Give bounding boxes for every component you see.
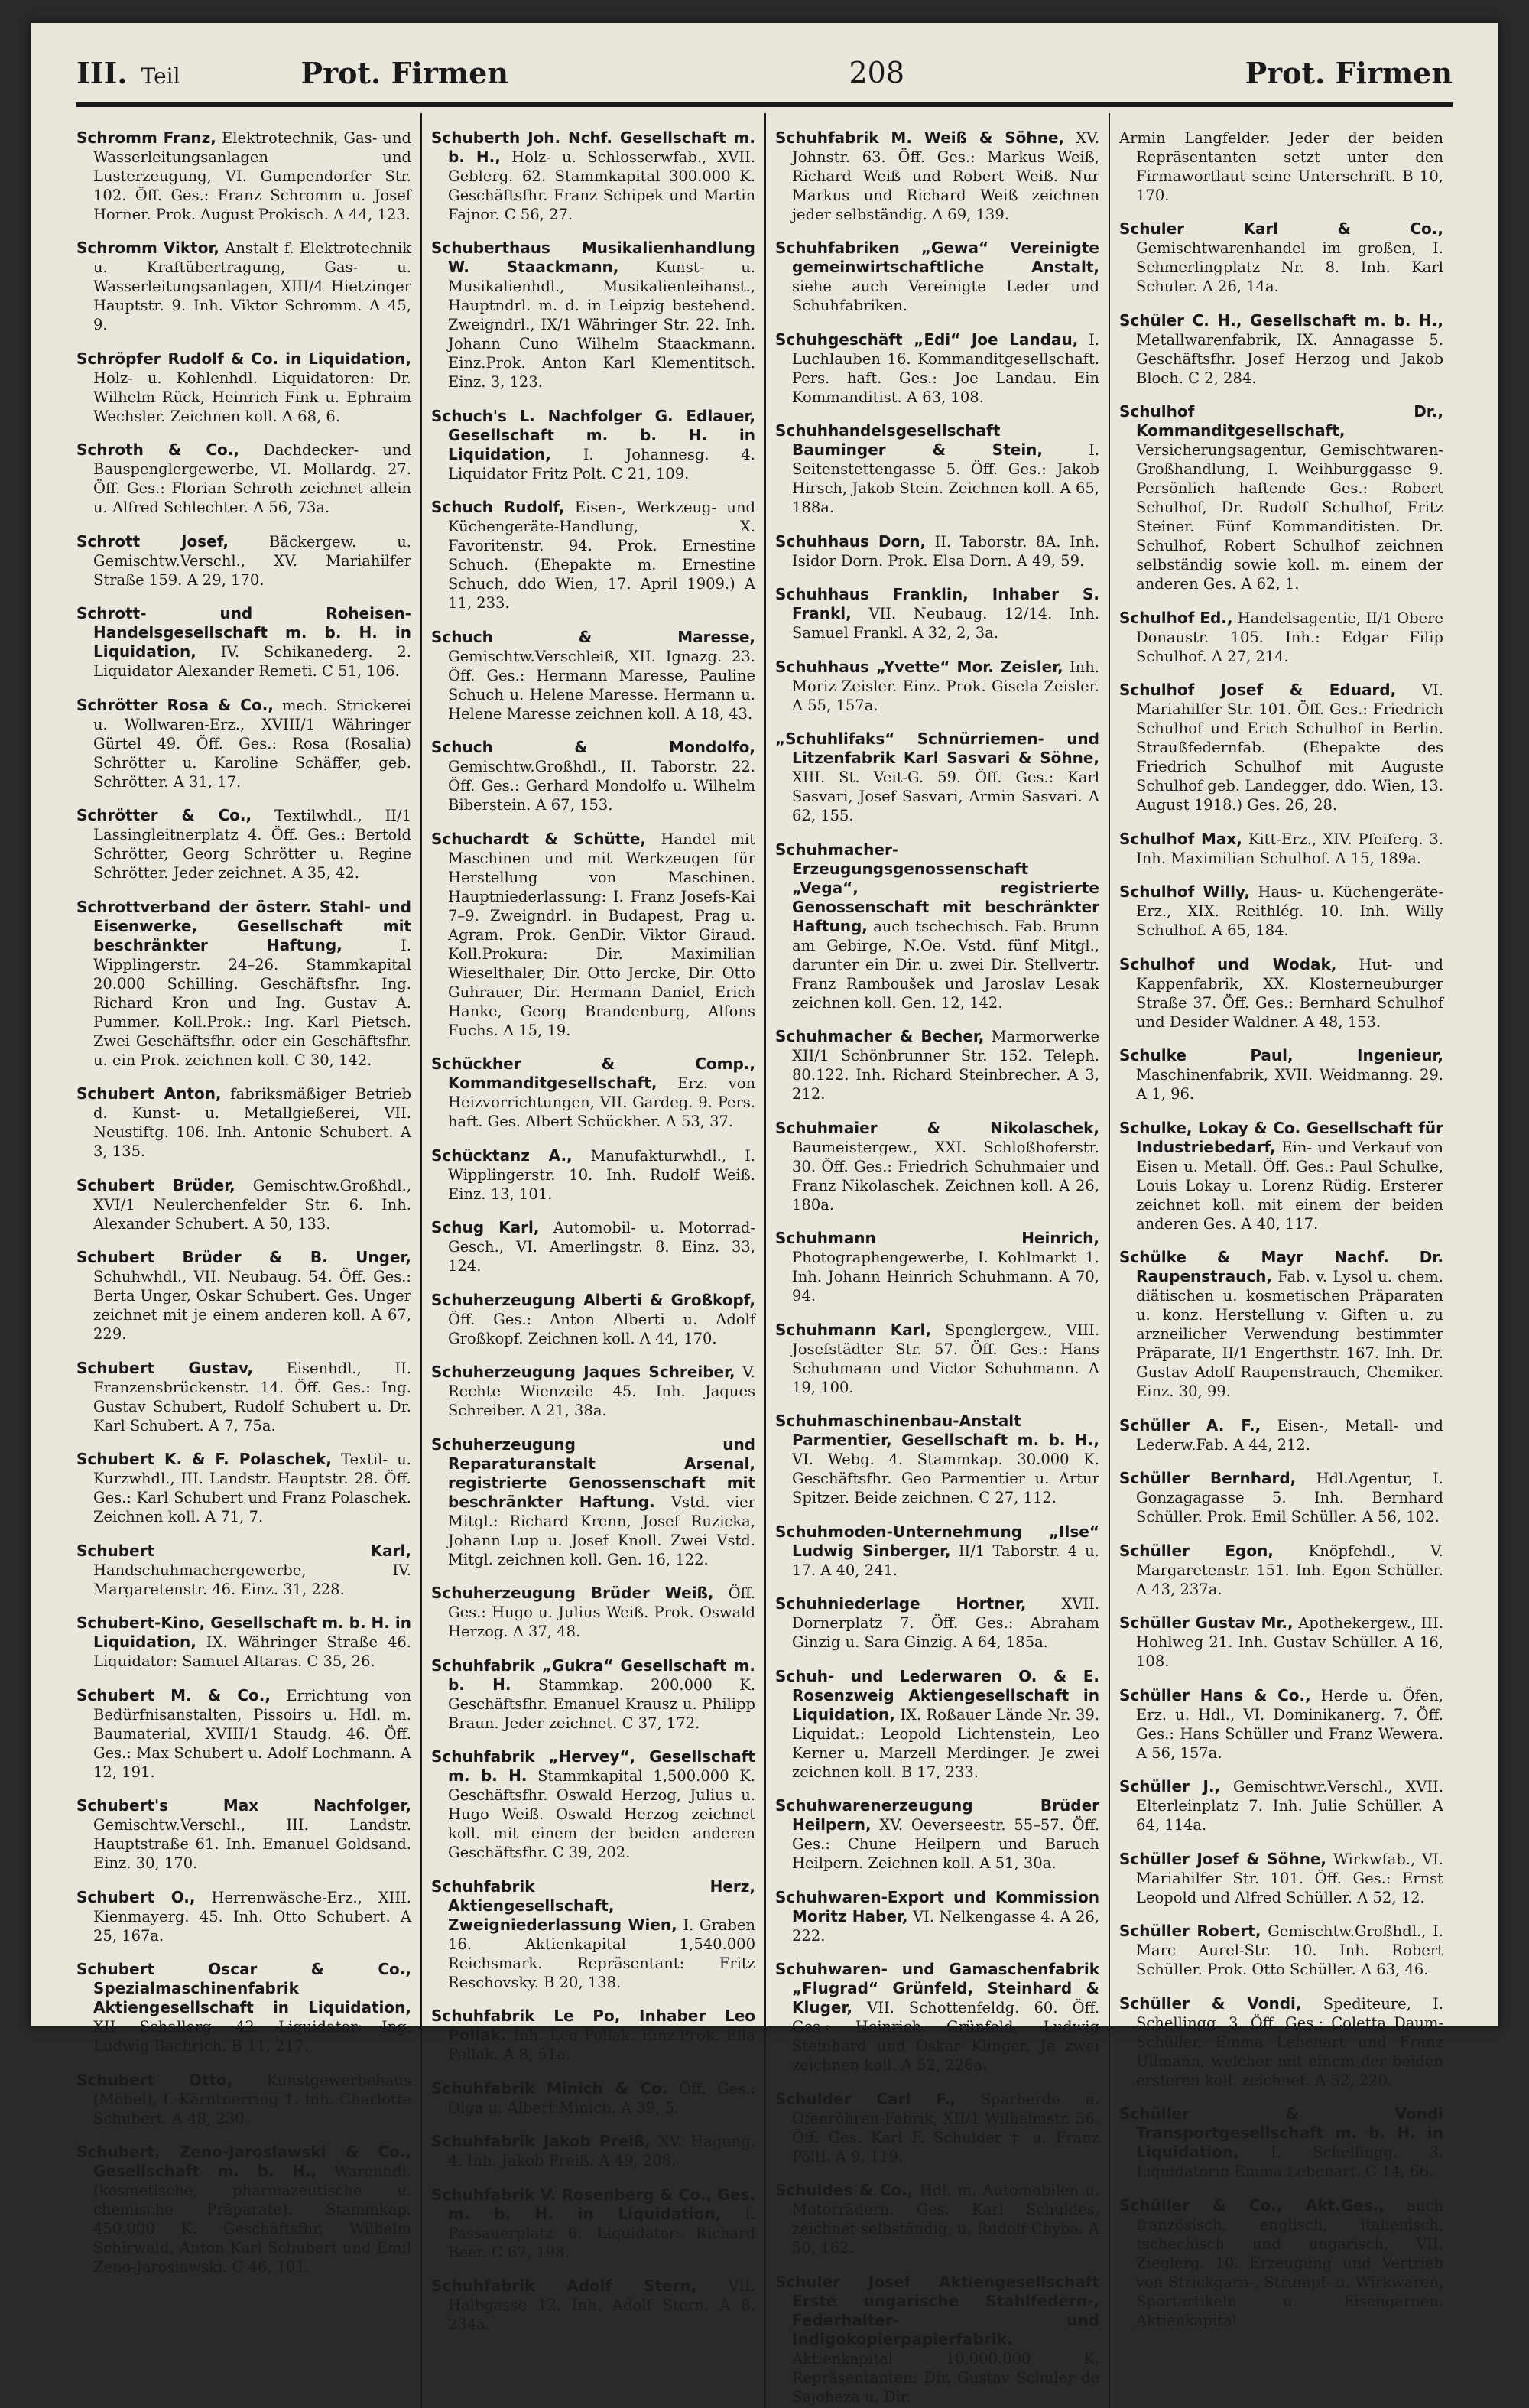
directory-entry [1119,1777,1443,1834]
directory-entry [431,407,755,483]
entry-details: VII. Schottenfeldg. 60. Öff. Ges.: Heinrich Grünfeld, Ludwig Steinhard und Oskar Klinger. Je zwei zeichnen koll. A 52, 226a. [792,1999,1099,2074]
directory-entry [431,2079,755,2117]
firm-name: Schulhof Josef & Eduard, [1119,681,1397,699]
entry-details: Gemischtw.Großhdl., XVI/1 Neulerchenfelder Str. 6. Inh. Alexander Schubert. A 50, 133. [93,1176,411,1233]
directory-entry [76,696,411,791]
entry-details: Schuhwhdl., VII. Neubaug. 54. Öff. Ges.: Berta Unger, Oskar Schubert. Ges. Unger zeichnet mit je einem anderen koll. A 67, 229. [93,1268,411,1343]
firm-name: Schüller Robert, [1119,1922,1261,1940]
directory-entry [1119,1248,1443,1401]
firm-name: Schuhhaus „Yvette“ Mor. Zeisler, [775,657,1063,676]
directory-entry [1119,2196,1443,2330]
entry-details: Holz- u. Schlosserwfab., XVII. Geblerg. 62. Stammkapital 300.000 K. Geschäftsfhr. Franz Schipek und Martin Fajnor. C 56, 27. [448,148,756,223]
firm-name: Schuhfabrik Minich & Co. [431,2078,668,2098]
firm-name: Schubert, Zeno-Jaroslawski & Co., Gesellschaft m. b. H., [76,2143,411,2180]
firm-name: Schrott- und Roheisen-Handelsgesellschaft m. b. H. in Liquidation, [76,604,411,661]
directory-entry [431,1584,755,1641]
directory-entry [76,898,411,1070]
part-word: Teil [141,63,180,89]
directory-entry [775,1321,1099,1397]
entry-details: Metallwarenfabrik, IX. Annagasse 5. Geschäftsfhr. Josef Herzog und Jakob Bloch. C 2, 284. [1136,330,1443,387]
entry-details: Versicherungsagentur, Gemischtwaren-Großhandlung, I. Weihburggasse 9. Persönlich haftende Ges.: Robert Schulhof, Dr. Rudolf Schulhof, Fritz Steiner. Fünf Kommanditisten. Dr. Schulhof, Robert Schulhof zeichnen selbständig sowie koll. m. einem der anderen Ges. A 62, 1. [1136,441,1443,593]
directory-page [31,23,1498,2406]
firm-name: Schulke Paul, Ingenieur, [1119,1046,1443,1064]
directory-entry [1119,882,1443,940]
entry-details: Wirkwfab., VI. Mariahilfer Str. 101. Öff. Ges.: Ernst Leopold und Alfred Schüller. A 52, 12. [1136,1850,1444,1906]
directory-entry [775,1522,1099,1580]
directory-entry [431,1363,755,1420]
entry-details: IV. Schikanederg. 2. Liquidator Alexander Remeti. C 51, 106. [93,643,412,680]
directory-entry [76,1960,411,2055]
entry-details: Anstalt f. Elektrotechnik u. Kraftübertragung, Gas- u. Wasserleitungsanlagen, XIII/4 Hietzinger Hauptstr. 9. Inh. Viktor Schromm. A 45, 9. [93,239,411,333]
directory-entry [431,1656,755,1733]
directory-entry [775,2090,1099,2166]
firm-name: Schubert Brüder & B. Unger, [76,1248,411,1266]
column-2 [420,113,764,2408]
entry-details: Gemischtwr.Verschl., XVII. Elterleinplatz 7. Inh. Julie Schüller. A 64, 114a. [1136,1778,1444,1834]
entry-details: Hdl. m. Automobilen u. Motorrädern. Ges. Karl Schuldes, zeichnet selbständig, u. Rudolf Chyba. A 50, 162. [792,2182,1100,2257]
entry-details: I. Schellingg. 3. Liquidatorin Emma Lebenart. C 14, 66. [1136,2143,1444,2180]
directory-entry [431,1055,755,1131]
directory-entry [775,658,1099,715]
firm-name: Schüller & Vondi Transportgesellschaft m. b. H. in Liquidation, [1119,2104,1443,2161]
firm-name: Schubert's Max Nachfolger, [76,1796,411,1815]
directory-entry [775,2273,1099,2406]
entry-details: Gemischtw.Verschleiß, XII. Ignazg. 23. Öff. Ges.: Hermann Maresse, Pauline Schuch u. Helene Maresse. Hermann u. Helene Maresse zeichnen koll. A 18, 43. [448,647,755,723]
entry-details: Sparherde u. Ofenröhren-Fabrik, XII/1 Wilhelmstr. 56. Öff. Ges. Karl F. Schulder † u. Franz Pöltl. A 9, 119. [792,2090,1100,2166]
entry-details: I. Passauerplatz 6. Liquidator: Richard Beer. C 67, 198. [448,2205,755,2261]
firm-name: Schuhfabrik M. Weiß & Söhne, [775,128,1065,147]
entry-details: Öff. Ges.: Anton Alberti u. Adolf Großkopf. Zeichnen koll. A 44, 170. [448,1310,755,1347]
directory-entry [431,738,755,814]
entry-details: XII. Schallerg. 42. Liquidator: Ing. Ludwig Bachrich. B 11, 217. [93,2018,411,2055]
firm-name: Schrottverband der österr. Stahl- und Eisenwerke, Gesellschaft mit beschränkter Haftung, [76,897,411,954]
firm-name: Schug Karl, [431,1218,540,1236]
header-rule [76,102,1453,107]
entry-details: Eisen-, Werkzeug- und Küchengeräte-Handlung, X. Favoritenstr. 94. Prok. Ernestine Schuch. (Ehepakte m. Ernestine Schuch, ddo Wien, 17. April 1909.) A 11, 233. [448,499,755,612]
directory-entry [76,1542,411,1599]
directory-entry [431,1747,755,1862]
entry-details: XVII. Dornerplatz 7. Öff. Ges.: Abraham Ginzig u. Sara Ginzig. A 64, 185a. [792,1595,1099,1651]
page-header [76,46,1453,99]
directory-entry [1119,1119,1443,1233]
column-3 [764,113,1109,2408]
directory-entry [431,128,755,224]
directory-entry [76,2071,411,2128]
directory-entry [76,1176,411,1233]
entry-details: VII. Halbgasse 12. Inh. Adolf Stern. A 8, 234a. [448,2277,755,2333]
entry-details: Handelsagentie, II/1 Obere Donaustr. 105. Inh.: Edgar Filip Schulhof. A 27, 214. [1136,609,1443,665]
firm-name: Schuberthaus Musikalienhandlung W. Staackmann, [431,239,755,276]
entry-details: Gemischtw.Großhdl., II. Taborstr. 22. Öff. Ges.: Gerhard Mondolfo u. Wilhelm Biberstein. A 67, 153. [448,758,755,814]
firm-name: Schuhfabrik „Hervey“, Gesellschaft m. b. H. [431,1747,755,1785]
firm-name: Schrötter & Co., [76,806,252,824]
firm-name: Schüller Bernhard, [1119,1469,1297,1487]
firm-name: Schrötter Rosa & Co., [76,695,274,714]
directory-entry [431,1218,755,1275]
directory-entry [76,128,411,224]
directory-entry [431,498,755,613]
directory-entry [76,1686,411,1782]
firm-name: Schuhmacher & Becher, [775,1027,985,1045]
directory-entry [1119,219,1443,296]
directory-entry [76,1796,411,1873]
directory-entry [76,806,411,882]
directory-entry [1119,1046,1443,1103]
firm-name: Schuhmann Heinrich, [775,1229,1099,1247]
firm-name: Schuhfabrik Adolf Stern, [431,2276,697,2295]
entry-details: Hut- und Kappenfabrik, XX. Klosterneuburger Straße 37. Öff. Ges.: Bernhard Schulhof und Desider Waldner. A 48, 153. [1136,955,1443,1031]
firm-name: Schuhmoden-Unternehmung „Ilse“ Ludwig Sinberger, [775,1522,1099,1560]
directory-entry [1119,609,1443,666]
directory-entry [1119,1994,1443,2090]
firm-name: Schuch Rudolf, [431,498,565,516]
entry-details: fabriksmäßiger Betrieb d. Kunst- u. Metallgießerei, VII. Neustiftg. 106. Inh. Antonie Schubert. A 3, 135. [93,1085,411,1160]
firm-name: Schuberth Joh. Nchf. Gesellschaft m. b. H., [431,128,755,166]
firm-name: Schuhwarenerzeugung Brüder Heilpern, [775,1796,1099,1834]
directory-entry [76,349,411,426]
entry-details: VI. Mariahilfer Str. 101. Öff. Ges.: Friedrich Schulhof und Erich Schulhof in Berlin. Straußfedernfab. (Ehepakte des Friedrich Schulhof mit Auguste Schulhof geb. Landegger, ddo. Wien, 13. August 1918.) Ges. 26, 28. [1136,681,1443,814]
firm-name: Schuhmacher-Erzeugungsgenossenschaft „Vega“, registrierte Genossenschaft mit beschränkter Haftung, [775,840,1099,935]
entry-details: Photographengewerbe, I. Kohlmarkt 1. Inh. Johann Heinrich Schuhmann. A 70, 94. [792,1249,1099,1305]
firm-name: Schuhhaus Dorn, [775,531,927,551]
firm-name: Schubert Gustav, [76,1358,253,1377]
firm-name: Schuhfabriken „Gewa“ Vereinigte gemeinwirtschaftliche Anstalt, [775,239,1099,276]
firm-name: Schüller & Vondi, [1119,1994,1302,2013]
directory-entry [1119,402,1443,593]
directory-entry [431,239,755,392]
firm-name: Schubert Otto, [76,2070,233,2089]
firm-name: Schuch & Maresse, [431,627,755,646]
directory-entry [431,2007,755,2064]
firm-name: Schuch & Mondolfo, [431,738,755,756]
entry-details: Spenglergew., VIII. Josefstädter Str. 57. Öff. Ges.: Hans Schuhmann und Victor Schuhmann. A 19, 100. [792,1321,1100,1396]
entry-details: VI. Nelkengasse 4. A 26, 222. [792,1907,1099,1945]
firm-name: Schuhfabrik Le Po, Inhaber Leo Pollak. [431,2007,755,2044]
directory-entry [1119,830,1443,868]
firm-name: Schuhfabrik „Gukra“ Gesellschaft m. b. H. [431,1656,755,1694]
directory-entry [76,1450,411,1526]
firm-name: Schuhhaus Franklin, Inhaber S. Frankl, [775,585,1099,622]
directory-entry [76,1084,411,1161]
firm-name: Schuch's L. Nachfolger G. Edlauer, Gesellschaft m. b. H. in Liquidation, [431,406,755,463]
firm-name: Schuhmann Karl, [775,1320,932,1339]
column-1 [76,113,420,2408]
entry-details: Kitt-Erz., XIV. Pfeiferg. 3. Inh. Maximilian Schulhof. A 15, 189a. [1136,830,1443,867]
entry-details: Stammkap. 200.000 K. Geschäftsfhr. Emanuel Krausz u. Philipp Braun. Jeder zeichnet. C 37, 172. [448,1675,756,1732]
directory-entry [775,585,1099,642]
right-title: Prot. Firmen [1245,55,1453,90]
entry-details: Haus- u. Küchengeräte-Erz., XIX. Reithlég. 10. Inh. Willy Schulhof. A 65, 184. [1136,883,1443,939]
entry-details: VII. Neubaug. 12/14. Inh. Samuel Frankl. A 32, 2, 3a. [792,605,1099,642]
firm-name: Schüller Josef & Söhne, [1119,1849,1327,1868]
entry-details: Ein- und Verkauf von Eisen u. Metall. Öff. Ges.: Paul Schulke, Louis Lokay u. Lorenz Rüdig. Ersterer zeichnet koll. mit einem der beiden anderen Ges. A 40, 117. [1136,1138,1443,1233]
entry-details: Elektrotechnik, Gas- und Wasserleitungsanlagen und Lusterzeugung, VI. Gumpendorfer Str. 102. Öff. Ges.: Franz Schromm u. Josef Horner. Prok. August Prokisch. A 44, 123. [93,128,411,223]
directory-entry [1119,128,1443,205]
directory-entry [1119,1542,1443,1599]
firm-name: Schubert K. & F. Polaschek, [76,1450,332,1468]
firm-name: Schubert O., [76,1887,196,1906]
entry-details: Warenhdl. (kosmetische, pharmazeutische u. chemische Präparate). Stammkap. 450.000 K. Geschäftsfhr. Wilhelm Schirwald, Anton Karl Schubert und Emil Zeno-Jaroslawski. C 46, 101. [93,2163,411,2276]
firm-name: Schubert Brüder, [76,1175,235,1194]
entry-details: Knöpfehdl., V. Margaretenstr. 151. Inh. Egon Schüller. A 43, 237a. [1136,1542,1443,1598]
firm-name: Schüler C. H., Gesellschaft m. b. H., [1119,310,1443,330]
entry-details: Bäckergew. u. Gemischtw.Verschl., XV. Mariahilfer Straße 159. A 29, 170. [93,532,412,589]
firm-name: Schülke & Mayr Nachf. Dr. Raupenstrauch, [1119,1248,1443,1285]
directory-entry [1119,1686,1443,1763]
directory-entry [76,1359,411,1435]
entry-details: Stammkapital 1,500.000 K. Geschäftsfhr. Oswald Herzog, Julius u. Hugo Weiß. Oswald Herzog zeichnet koll. mit einem der beiden anderen Geschäftsfhr. C 39, 202. [448,1767,755,1861]
directory-entry [775,1888,1099,1945]
firm-name: Schuhfabrik V. Rosenberg & Co., Ges. m. b. H. in Liquidation, [431,2185,755,2223]
entry-details: mech. Strickerei u. Wollwaren-Erz., XVIII/1 Währinger Gürtel 49. Öff. Ges.: Rosa (Rosalia) Schrötter u. Karoline Schäffer, geb. Schrötter. A 31, 17. [93,696,411,791]
firm-name: Schuhfabrik Herz, Aktiengesellschaft, Zweigniederlassung Wien, [431,1877,755,1934]
firm-name: Schubert M. & Co., [76,1685,271,1704]
firm-name: Schuherzeugung und Reparaturanstalt Arsenal, registrierte Genossenschaft mit beschränkter Haftung. [431,1435,755,1511]
firm-name: Schuherzeugung Brüder Weiß, [431,1584,714,1602]
firm-name: Schubert Anton, [76,1084,222,1103]
directory-entry [775,1594,1099,1652]
entry-details: II/1 Taborstr. 4 u. 17. A 40, 241. [792,1542,1100,1579]
firm-name: Schuhwaren- und Gamaschenfabrik „Flugrad“ Grünfeld, Steinhard & Kluger, [775,1960,1099,2016]
directory-entry [76,440,411,517]
directory-entry [775,532,1099,570]
entry-details: I. Graben 16. Aktienkapital 1,540.000 Reichsmark. Repräsentant: Fritz Reschovsky. B 20, 138. [448,1916,755,1991]
firm-name: Schuhniederlage Hortner, [775,1594,1027,1613]
directory-entry [76,239,411,334]
firm-name: Schuherzeugung Alberti & Großkopf, [431,1290,755,1309]
columns [76,113,1453,2406]
entry-details: XV. Hagung. 4. Inh. Jakob Preiß. A 49, 208. [448,2133,755,2169]
firm-name: Schuhwaren-Export und Kommission Moritz Haber, [775,1887,1099,1925]
entry-details: Inh. Moriz Zeisler. Einz. Prok. Gisela Zeisler. A 55, 157a. [792,658,1099,714]
entry-details: Textilwhdl., II/1 Lassingleitnerplatz 4. Öff. Ges.: Bertold Schrötter, Georg Schrötter u. Regine Schrötter. Jeder zeichnet. A 35, 42. [93,807,411,882]
directory-entry [76,2143,411,2276]
entry-details: Dachdecker- und Bauspenglergewerbe, VI. Mollardg. 27. Öff. Ges.: Florian Schroth zeichnet allein u. Alfred Schlechter. A 56, 73a. [93,441,412,516]
directory-entry [775,1229,1099,1305]
entry-details: Herde u. Öfen, Erz. u. Hdl., VI. Dominikanerg. 7. Öff. Ges.: Hans Schüller und Franz Wewera. A 56, 157a. [1136,1686,1443,1762]
firm-name: Schulhof Dr., Kommanditgesellschaft, [1119,402,1443,440]
firm-name: Schulhof Willy, [1119,882,1251,901]
part-number: III. [76,55,128,90]
directory-entry [775,1796,1099,1873]
firm-name: Schubert Karl, [76,1541,411,1560]
directory-entry [775,840,1099,1012]
entry-details: I. Wipplingerstr. 24–26. Stammkapital 20.000 Schilling. Geschäftsfhr. Ing. Richard Kron und Ing. Gustav A. Pummer. Koll.Prok.: Ing. Karl Pietsch. Zwei Geschäftsfhr. oder ein Geschäftsfhr. u. ein Prok. zeichnen koll. C 30, 142. [93,936,411,1069]
directory-entry [1119,1850,1443,1907]
entry-details: Herrenwäsche-Erz., XIII. Kienmayerg. 45. Inh. Otto Schubert. A 25, 167a. [93,1888,412,1945]
entry-details: Gemischtwarenhandel im großen, I. Schmerlingplatz Nr. 8. Inh. Karl Schuler. A 26, 14a. [1136,239,1443,295]
firm-name: Schuherzeugung Jaques Schreiber, [431,1363,735,1381]
firm-name: Schuhgeschäft „Edi“ Joe Landau, [775,330,1079,349]
entry-details: XV. Oeverseestr. 55–57. Öff. Ges.: Chune Heilpern und Baruch Heilpern. Zeichnen koll. A 51, 30a. [792,1816,1100,1872]
directory-entry [1119,1922,1443,1979]
entry-details: Handel mit Maschinen und mit Werkzeugen für Herstellung von Maschinen. Hauptniederlassung: I. Franz Josefs-Kai 7–9. Zweigndrl. in Budapest, Prag u. Agram. Prok. GenDir. Viktor Giraud. Koll.Prokura: Dir. Maximilian Wieselthaler, Dir. Otto Jercke, Dir. Otto Guhrauer, Dir. Hermann Daniel, Erich Hanke, Georg Brandenburg, Alfons Fuchs. A 15, 19. [448,830,755,1039]
directory-entry [431,2276,755,2334]
firm-name: Schulhof und Wodak, [1119,954,1337,973]
directory-entry [431,628,755,723]
entry-details: Eisenhdl., II. Franzensbrückenstr. 14. Öff. Ges.: Ing. Gustav Schubert, Rudolf Schubert u. Dr. Karl Schubert. A 7, 75a. [93,1359,412,1435]
left-title: Prot. Firmen [300,55,508,90]
page-number: 208 [849,56,905,89]
entry-details: Manufakturwhdl., I. Wipplingerstr. 10. Inh. Rudolf Weiß. Einz. 13, 101. [448,1146,755,1203]
directory-entry [775,2181,1099,2257]
entry-details: XV. Johnstr. 63. Öff. Ges.: Markus Weiß, Richard Weiß und Robert Weiß. Nur Markus und Richard Weiß zeichnen jeder selbständig. A 69, 139. [792,128,1099,223]
directory-entry [1119,311,1443,388]
firm-name: Schuler Josef Aktiengesellschaft Erste ungarische Stahlfedern-, Federhalter- und Indigokopierpapierfabrik. [775,2272,1099,2348]
directory-entry [775,1667,1099,1782]
entry-details: auch tschechisch. Fab. Brunn am Gebirge, N.Oe. Vstd. fünf Mitgl., darunter ein Dir. u. zwei Dir. Stellvertr. Franz Ramboušek und Jaroslav Lesak zeichnen koll. Gen. 12, 142. [792,917,1099,1012]
directory-entry [775,1412,1099,1507]
firm-name: Schulke, Lokay & Co. Gesellschaft für Industriebedarf, [1119,1118,1443,1156]
entry-details: Erz. von Heizvorrichtungen, VII. Gardeg. 9. Pers. haft. Ges. Albert Schückher. A 53, 37. [448,1074,756,1130]
firm-name: Schulder Carl F., [775,2089,956,2108]
firm-name: Schüller Gustav Mr., [1119,1613,1294,1632]
firm-name: Schüller & Co., Akt.Ges., [1119,2195,1385,2215]
firm-name: Schuhfabrik Jakob Preiß, [431,2132,651,2150]
directory-entry [775,730,1099,825]
entry-details: Maschinenfabrik, XVII. Weidmanng. 29. A 1, 96. [1136,1066,1443,1103]
directory-entry [1119,2104,1443,2181]
entry-details: Eisen-, Metall- und Lederw.Fab. A 44, 212. [1136,1416,1443,1454]
firm-name: Schubert-Kino, Gesellschaft m. b. H. in Liquidation, [76,1613,411,1651]
firm-name: Schrott Josef, [76,531,229,551]
firm-name: Schröpfer Rudolf & Co. in Liquidation, [76,349,411,368]
entry-details: Inh. Leo Pollak. Einz.Prok. Ella Pollak. A 8, 51a. [448,2026,755,2063]
directory-entry [1119,1469,1443,1526]
entry-details: Kunst- u. Musikalienhdl., Musikalienleihanst., Hauptndrl. m. d. in Leipzig bestehend. Zweigndrl., IX/1 Währinger Str. 22. Inh. Johann Cuno Wilhelm Staackmann. Einz.Prok. Anton Karl Klementitsch. Einz. 3, 123. [448,258,755,391]
directory-entry [775,330,1099,407]
firm-name: Schulhof Max, [1119,829,1242,848]
firm-name: Schuhmaier & Nikolaschek, [775,1118,1099,1137]
directory-entry [76,604,411,681]
firm-name: Schüller Hans & Co., [1119,1685,1311,1704]
directory-entry [76,1613,411,1671]
firm-name: Schuhhandelsgesellschaft Bauminger & Stein, [775,421,1044,459]
directory-entry [1119,955,1443,1032]
directory-entry [775,1119,1099,1214]
firm-name: Schuldes & Co., [775,2181,914,2199]
directory-entry [775,1960,1099,2075]
firm-name: Schüller J., [1119,1777,1221,1795]
directory-entry [431,1877,755,1992]
firm-name: Schuler Karl & Co., [1119,219,1443,238]
firm-name: Schuh- und Lederwaren O. & E. Rosenzweig Aktiengesellschaft in Liquidation, [775,1666,1099,1724]
entry-details: VI. Webg. 4. Stammkap. 30.000 K. Geschäftsfhr. Geo Parmentier u. Artur Spitzer. Beide zeichnen. C 27, 112. [792,1451,1099,1506]
firm-name: Schüller Egon, [1119,1541,1274,1560]
entry-details: Textil- u. Kurzwhdl., III. Landstr. Hauptstr. 28. Öff. Ges.: Karl Schubert und Franz Polaschek. Zeichnen koll. A 71, 7. [93,1451,411,1526]
entry-details: Handschuhmachergewerbe, IV. Margaretenstr. 46. Einz. 31, 228. [93,1561,411,1598]
entry-details: Baumeistergew., XXI. Schloßhoferstr. 30. Öff. Ges.: Friedrich Schuhmaier und Franz Nikolaschek. Zeichnen koll. A 26, 180a. [792,1138,1099,1214]
directory-entry [76,1888,411,1945]
entry-details: I. Seitenstettengasse 5. Öff. Ges.: Jakob Hirsch, Jakob Stein. Zeichnen koll. A 65, 188a. [792,441,1100,516]
entry-details: V. Rechte Wienzeile 45. Inh. Jaques Schreiber. A 21, 38a. [448,1363,755,1419]
entry-details: I. Luchlauben 16. Kommanditgesellschaft. Pers. haft. Ges.: Joe Landau. Ein Kommanditist. A 63, 108. [792,330,1099,406]
entry-details: II. Taborstr. 8A. Inh. Isidor Dorn. Prok. Elsa Dorn. A 49, 59. [792,532,1100,570]
firm-name: Schulhof Ed., [1119,608,1233,627]
header-left [76,56,508,90]
directory-entry [431,1435,755,1569]
firm-name: Schückher & Comp., Kommanditgesellschaft, [431,1055,755,1092]
entry-details: Errichtung von Bedürfnisanstalten, Pissoirs u. Hdl. m. Baumaterial, XVIII/1 Staudg. 46. Öff. Ges.: Max Schubert u. Adolf Lochmann. A 12, 191. [93,1686,412,1781]
entry-details: Apothekergew., III. Hohlweg 21. Inh. Gustav Schüller. A 16, 108. [1136,1614,1443,1670]
directory-entry [76,1248,411,1344]
entry-details: Spediteure, I. Schellingg. 3. Öff. Ges.: Coletta Daum-Schüller, Emma Lebenart und Franz Ullmann, welcher mit einem der beiden ersteren koll. zeichnet. A 52, 220. [1136,1994,1444,2089]
firm-name: Schroth & Co., [76,440,239,459]
entry-details: Gemischtw.Großhdl., I. Marc Aurel-Str. 10. Inh. Robert Schüller. Prok. Otto Schüller. A 63, 46. [1136,1922,1444,1978]
firm-name: Schuchardt & Schütte, [431,829,647,848]
directory-entry [775,421,1099,517]
entry-details: Marmorwerke XII/1 Schönbrunner Str. 152. Teleph. 80.122. Inh. Richard Steinbrecher. A 3, 212. [792,1028,1099,1103]
entry-details: Öff. Ges.: Hugo u. Julius Weiß. Prok. Oswald Herzog. A 37, 48. [448,1584,755,1640]
firm-name: Schromm Viktor, [76,239,219,257]
directory-entry [1119,1416,1443,1454]
firm-name: Schuhmaschinenbau-Anstalt Parmentier, Gesellschaft m. b. H., [775,1412,1099,1449]
directory-entry [431,2132,755,2170]
entry-details: Fab. v. Lysol u. chem. diätischen u. kosmetischen Präparaten u. konz. Herstellung v. Giften u. zu arzneilicher Verwendung bestimmter Präparate, II/1 Engerthstr. 167. Inh. Dr. Gustav Adolf Raupenstrauch, Chemiker. Einz. 30, 99. [1136,1268,1443,1400]
entry-details: IX. Roßauer Lände Nr. 39. Liquidat.: Leopold Lichtenstein, Leo Kerner u. Marzell Merdinger. Je zwei zeichnen koll. B 17, 233. [792,1705,1100,1781]
directory-entry [431,1291,755,1348]
entry-details: Vstd. vier Mitgl.: Richard Krenn, Josef Ruzicka, Johann Lup u. Josef Knoll. Zwei Vstd. Mitgl. zeichnen koll. Gen. 16, 122. [448,1493,756,1568]
entry-details: auch französisch, englisch, italienisch, tschechisch und ungarisch, VII. Zieglerg. 10. Erzeugung und Vertrieb von Strickgarn-, Strumpf- u. Wirkwaren, Sportartikeln u. Eisengarnen. Aktienkapital [1136,2196,1443,2329]
directory-entry [431,830,755,1040]
entry-details: IX. Währinger Straße 46. Liquidator: Samuel Altaras. C 35, 26. [93,1633,411,1670]
entry-details: Kunstgewerbehaus (Möbel), I. Kärntnerring 1. Inh. Charlotte Schubert. A 48, 230. [93,2071,411,2127]
directory-entry [76,532,411,590]
entry-details: I. Johannesg. 4. Liquidator Fritz Polt. C 21, 109. [448,445,755,483]
entry-details: Öff. Ges.: Olga u. Albert Minich. A 39, 5. [448,2079,755,2117]
entry-details: Holz- u. Kohlenhdl. Liquidatoren: Dr. Wilhelm Rück, Heinrich Fink u. Ephraim Wechsler. Zeichnen koll. A 68, 6. [93,369,411,425]
firm-name: „Schuhlifaks“ Schnürriemen- und Litzenfabrik Karl Sasvari & Söhne, [775,730,1099,767]
directory-entry [431,1146,755,1204]
firm-name: Schücktanz A., [431,1146,573,1165]
entry-details: siehe auch Vereinigte Leder und Schuhfabriken. [792,278,1099,314]
directory-entry [431,2185,755,2262]
directory-entry [775,128,1099,224]
directory-entry [775,1027,1099,1103]
entry-details: Hdl.Agentur, I. Gonzagagasse 5. Inh. Bernhard Schüller. Prok. Emil Schüller. A 56, 102. [1136,1470,1443,1526]
entry-details: XIII. St. Veit-G. 59. Öff. Ges.: Karl Sasvari, Josef Sasvari, Armin Sasvari. A 62, 155. [792,769,1099,824]
entry-details: Gemischtw.Verschl., III. Landstr. Hauptstraße 61. Inh. Emanuel Goldsand. Einz. 30, 170. [93,1816,411,1872]
entry-details: Automobil- u. Motorrad-Gesch., VI. Amerlingstr. 8. Einz. 33, 124. [448,1219,755,1275]
directory-entry [775,239,1099,315]
directory-entry [1119,1613,1443,1671]
firm-name: Schüller A. F., [1119,1415,1261,1435]
firm-name: Schromm Franz, [76,128,216,147]
entry-details: Aktienkapital 10,000.000 K. Repräsentanten: Dir. Gustav Schuler de Sajoheza u. Dir. [792,2349,1099,2406]
entry-details: Armin Langfelder. Jeder der beiden Repräsentanten setzt unter den Firmawortlaut seine Unterschrift. B 10, 170. [1119,128,1443,204]
firm-name: Schubert Oscar & Co., Spezialmaschinenfabrik Aktiengesellschaft in Liquidation, [76,1960,411,2016]
column-4 [1109,113,1453,2408]
directory-entry [1119,681,1443,814]
